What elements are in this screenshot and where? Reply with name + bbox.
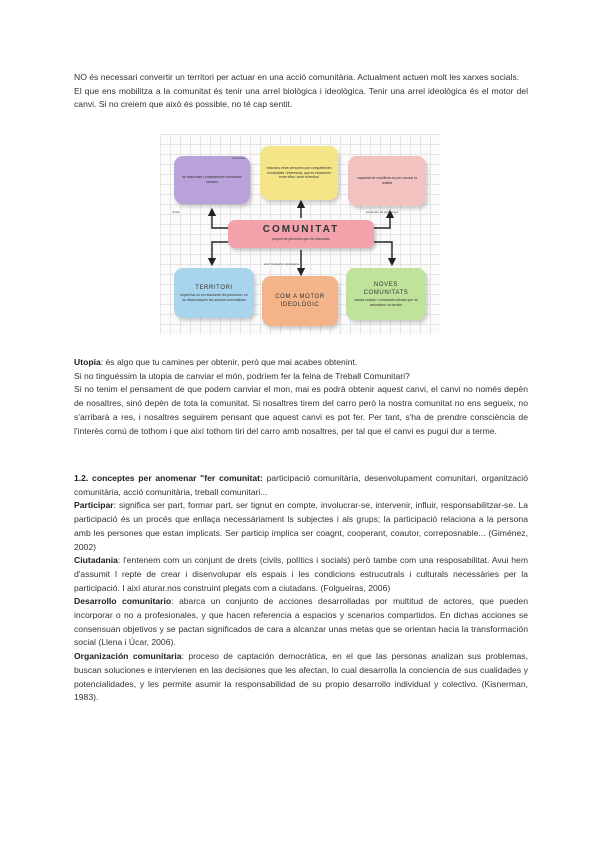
- ciutadania-def: : l'entenem com un conjunt de drets (civils, polítics i socials) però tambe com una resposabilitat. Avui hem d'assumit l repte de crear i disenvolupar els espais i les condicions estrucutrals i culturals necessàries per la participació. I així aturar.nos construint plegats com a ciutadans. (Folgueiras, 2006): [74, 555, 528, 593]
- pink-box: [348, 156, 426, 206]
- concepts-heading-rest: participació comunitària, desenvolupament comunitari, organització comunitària, acció comunitària, treball comunitari...: [74, 473, 528, 497]
- ciutadania-term: Ciutadania: [74, 555, 118, 566]
- desarrollo-paragraph: [74, 595, 528, 650]
- blue-box-title: TERRITORI: [195, 284, 233, 291]
- comunitat-diagram: [160, 134, 440, 334]
- orange-box-title: COM A MOTOR IDEOLÒGIC: [275, 293, 325, 308]
- utopia-definition: [74, 356, 528, 370]
- intro-paragraph-1: NO és necessari convertir un territori per actuar en una acció comunitària. Actualment actuen molt les xarxes socials.: [74, 72, 520, 82]
- yellow-box: [260, 146, 338, 200]
- organizacion-term: Organización comunitaria: [74, 651, 182, 662]
- desarrollo-def: : abarca un conjunto de acciones desarrolladas por multitud de actores, que pueden incorporar o no a profesionales, y que hacen referencia a espacios y scenarios compartidos. En dichas acciones se consensuan objetivos y se pactan significados de cara a alcanzar unas metas que se orientan hacia la transformación social (Llena i Úcar, 2006).: [74, 596, 528, 648]
- arrow-top-left: [212, 212, 228, 228]
- participar-term: Participar: [74, 500, 114, 511]
- purple-box: [174, 156, 250, 204]
- pink-box-text: capacitat de mobilitzar-se per canviar la realitat: [357, 176, 417, 185]
- organizacion-def: : proceso de captación democrática, en el que las personas analizan sus problemas, buscan soluciones e intervienen en las decisiones que les afectan, lo cual desarrolla la conciencia de sus cualidades y potencialidades, y les permite asumir la responsabilidad de su propio desarrollo individual y colectivo. (Kisnerman, 1983).: [74, 651, 528, 703]
- note-left: vincle: [172, 210, 180, 214]
- purple-box-text: es relacionen i comparteixen interessos comuns: [182, 175, 242, 184]
- yellow-box-text: relacions entre persones que comparteixen necessitats i interessos, que es relacionen entre elles i amb el territori: [266, 166, 332, 180]
- concepts-heading-paragraph: [74, 472, 528, 499]
- concepts-heading: 1.2. conceptes per anomenar "fer comunitat:: [74, 473, 263, 483]
- center-box: [228, 220, 374, 248]
- arrow-top-right: [374, 214, 390, 228]
- utopia-section: [74, 356, 528, 438]
- orange-note: arrel biològica i ideològica: [264, 262, 299, 266]
- utopia-paragraph-2: Si no tinguéssim la utopia de canviar el món, podríem fer la feina de Treball Comunitari?: [74, 370, 410, 381]
- blue-box-text: espai físic on es relacionen les persones i on es desenvolupen les accions comunitàries: [180, 292, 248, 302]
- utopia-def: : és algo que tu camines per obtenir, però que mai acabes obtenint.: [100, 357, 358, 367]
- orange-box: [262, 276, 338, 326]
- center-subtitle: conjunt de persones que es relacionen: [271, 237, 331, 241]
- note-right: sentiment de pertinença: [366, 210, 399, 214]
- ciutadania-paragraph: [74, 554, 528, 595]
- arrow-bottom-right: [374, 242, 392, 262]
- utopia-term: Utopia: [74, 357, 101, 367]
- arrow-bottom-left: [212, 242, 228, 262]
- utopia-paragraph-3: Si no tenim el pensament de que podem canviar el mon, mai es podrà obtenir aquest canvi, el canvi no només depèn de nosaltres, sinó depèn de tota la comunitat. Si nosaltres tirem del carro però la nostra comunitat no ens segueix, no s'arribarà a res, i nosaltres seguirem pensant que aquest canvi es pot fer. Per tant, s'ha de prendre consciència de l'interès comú de tothom i que així tothom tiri del carro amb nosaltres, per tal que el canvi es pugui dur a terme.: [74, 384, 528, 436]
- note-top: interessos: [232, 156, 246, 160]
- intro-section: [74, 71, 528, 112]
- intro-paragraph-2: El que ens mobilitza a la comunitat és tenir una arrel biològica i ideològica. Tenir una arrel ideològica és el motor del canvi. Si no creiem que això és possible, no té cap sentit.: [74, 85, 528, 110]
- green-box-title: NOVES COMUNITATS: [363, 281, 409, 296]
- concepts-section: [74, 472, 528, 705]
- participar-paragraph: [74, 499, 528, 554]
- desarrollo-term: Desarrollo comunitario: [74, 596, 172, 607]
- organizacion-paragraph: [74, 650, 528, 705]
- blue-box: [174, 268, 254, 318]
- center-title: COMUNITAT: [262, 224, 340, 235]
- green-box: [346, 268, 426, 320]
- participar-def: : significa ser part, formar part, ser tignut en compte, involucrar-se, intervenir, influir, responsabilitzar-se. La participació és un procés que enllaça necessàriament ls subjectes i als grups; la participació relaciona a la persona amb les persones que estan implicats. Ser particip implica ser coagnt, cooperant, coautor, correposnable... (Giménez, 2002): [74, 500, 528, 552]
- green-box-text: xarxes socials i comunitats virtuals que no necessiten un territori: [354, 297, 418, 307]
